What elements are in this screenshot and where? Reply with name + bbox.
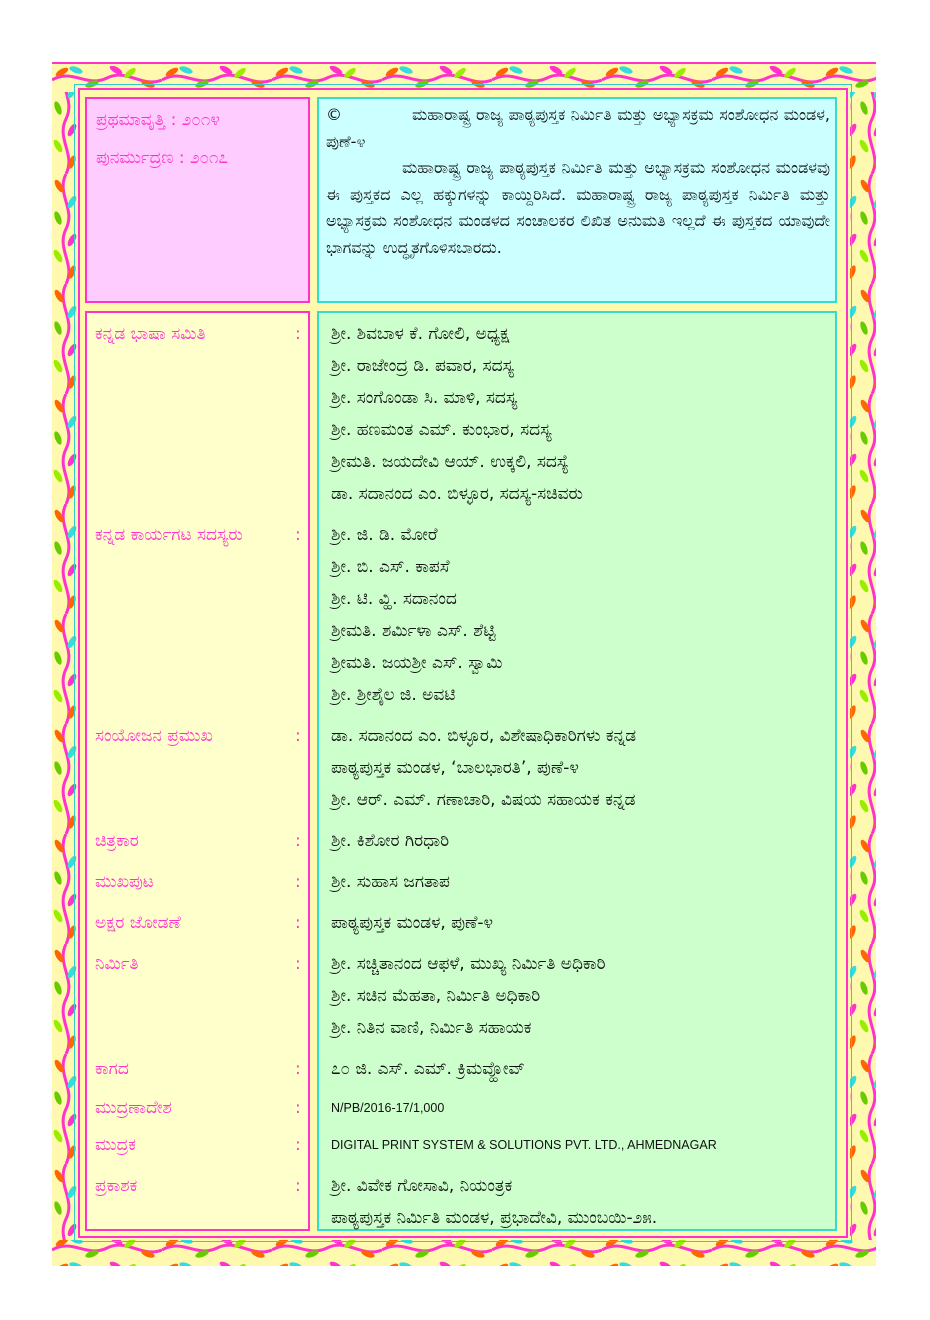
colon-separator: : bbox=[295, 872, 301, 892]
credit-value: ೭೦ ಜಿ. ಎಸ್. ಎಮ್. ಕ್ರಿಮವ್ಹೋವ್ bbox=[331, 1059, 525, 1079]
credit-row bbox=[95, 1129, 835, 1161]
credit-value: ಶ್ರೀ. ಶ್ರೀಶೈಲ ಜಿ. ಅವಟಿ bbox=[331, 685, 456, 705]
credit-value: ಶ್ರೀ. ಟಿ. ವ್ಹಿ. ಸದಾನಂದ bbox=[331, 589, 457, 609]
credit-value: ಶ್ರೀ. ಶಿವಬಾಳ ಕೆ. ಗೋಲಿ, ಅಧ್ಯಕ್ಷ bbox=[331, 324, 510, 344]
credit-row bbox=[95, 1053, 835, 1085]
copyright-symbol: © bbox=[326, 105, 342, 124]
credit-label: ನಿರ್ಮಿತಿ bbox=[95, 954, 139, 974]
credit-row bbox=[95, 907, 835, 939]
credit-value: ಶ್ರೀ. ನಿತಿನ ವಾಣಿ, ನಿರ್ಮಿತಿ ಸಹಾಯಕ bbox=[331, 1018, 532, 1038]
credit-row bbox=[95, 825, 835, 857]
colon-separator: : bbox=[295, 1135, 301, 1155]
colon-separator: : bbox=[295, 1098, 301, 1118]
credit-value: ಶ್ರೀ. ಸಂಗೊಂಡಾ ಸಿ. ಮಾಳಿ, ಸದಸ್ಯ bbox=[331, 388, 518, 408]
credit-value: ಶ್ರೀ. ಸಚಿನ ಮೆಹತಾ, ನಿರ್ಮಿತಿ ಅಧಿಕಾರಿ bbox=[331, 986, 541, 1006]
colon-separator: : bbox=[295, 324, 301, 344]
credit-values bbox=[331, 1129, 835, 1161]
copyright-body: ಮಹಾರಾಷ್ಟ್ರ ರಾಜ್ಯ ಪಾಠ್ಯಪುಸ್ತಕ ನಿರ್ಮಿತಿ ಮತ್ತು ಅಭ್ಯಾಸಕ್ರಮ ಸಂಶೋಧನ ಮಂಡಳವು ಈ ಪುಸ್ತಕದ ಎಲ್ಲ ಹಕ್ಕುಗಳನ್ನು ಕಾಯ್ದಿರಿಸಿದೆ. ಮಹಾರಾಷ್ಟ್ರ ರಾಜ್ಯ ಪಾಠ್ಯಪುಸ್ತಕ ನಿರ್ಮಿತಿ ಮತ್ತು ಅಭ್ಯಾಸಕ್ರಮ ಸಂಶೋಧನ ಮಂಡಳದ ಸಂಚಾಲಕರ ಲಿಖಿತ ಅನುಮತಿ ಇಲ್ಲದೆ ಈ ಪುಸ್ತಕದ ಯಾವುದೇ ಭಾಗವನ್ನು ಉದ್ಧೃತಗೊಳಿಸಬಾರದು. bbox=[326, 158, 830, 257]
colon-separator: : bbox=[295, 525, 301, 545]
credit-value: ಪಾಠ್ಯಪುಸ್ತಕ ಮಂಡಳ, ‘ಬಾಲಭಾರತಿ’, ಪುಣೆ-೪ bbox=[331, 758, 579, 778]
credit-value: N/PB/2016-17/1,000 bbox=[331, 1101, 445, 1115]
credit-label: ಕನ್ನಡ ಭಾಷಾ ಸಮಿತಿ bbox=[95, 324, 206, 344]
credit-label: ಚಿತ್ರಕಾರ bbox=[95, 831, 139, 851]
credit-values bbox=[331, 948, 835, 1044]
credit-values bbox=[331, 318, 835, 510]
credit-label: ಕಾಗದ bbox=[95, 1059, 129, 1079]
copyright-holder: ಮಹಾರಾಷ್ಟ್ರ ರಾಜ್ಯ ಪಾಠ್ಯಪುಸ್ತಕ ನಿರ್ಮಿತಿ ಮತ್ತು ಅಭ್ಯಾಸಕ್ರಮ ಸಂಶೋಧನ ಮಂಡಳ, ಪುಣೆ-೪ bbox=[326, 105, 830, 151]
reprint-edition: ಪುನರ್ಮುದ್ರಣ : ೨೦೧೭ bbox=[96, 148, 229, 168]
credit-label: ಸಂಯೋಜನ ಪ್ರಮುಖ bbox=[95, 726, 213, 746]
credits-list bbox=[95, 318, 835, 1243]
credit-value: ಪಾಠ್ಯಪುಸ್ತಕ ನಿರ್ಮಿತಿ ಮಂಡಳ, ಪ್ರಭಾದೇವಿ, ಮುಂಬಯಿ-೨೫. bbox=[331, 1208, 658, 1228]
credit-values bbox=[331, 1053, 835, 1085]
credit-value: ಶ್ರೀ. ಸಚ್ಚಿತಾನಂದ ಆಫಳೆ, ಮುಖ್ಯ ನಿರ್ಮಿತಿ ಅಧಿಕಾರಿ bbox=[331, 954, 606, 974]
credit-value: ಶ್ರೀ. ಬಿ. ಎಸ್. ಕಾಪಸೆ bbox=[331, 557, 450, 577]
credit-values bbox=[331, 1092, 835, 1124]
credit-value: ಶ್ರೀ. ಸುಹಾಸ ಜಗತಾಪ bbox=[331, 872, 450, 892]
credit-label: ಕನ್ನಡ ಕಾರ್ಯಗಟ ಸದಸ್ಯರು bbox=[95, 525, 243, 545]
colon-separator: : bbox=[295, 1176, 301, 1196]
credit-value: ಡಾ. ಸದಾನಂದ ಎಂ. ಬಿಳ್ಳೂರ, ಸದಸ್ಯ-ಸಚಿವರು bbox=[331, 484, 583, 504]
colon-separator: : bbox=[295, 954, 301, 974]
credit-values bbox=[331, 825, 835, 857]
credit-value: ಶ್ರೀ. ಆರ್. ಎಮ್. ಗಣಾಚಾರಿ, ವಿಷಯ ಸಹಾಯಕ ಕನ್ನಡ bbox=[331, 790, 636, 810]
colon-separator: : bbox=[295, 831, 301, 851]
credit-label: ಮುದ್ರಣಾದೇಶ bbox=[95, 1098, 172, 1118]
credit-value: ಶ್ರೀ. ಕಿಶೋರ ಗಿರಧಾರಿ bbox=[331, 831, 450, 851]
credit-row bbox=[95, 866, 835, 898]
credit-value: DIGITAL PRINT SYSTEM & SOLUTIONS PVT. LTD., AHMEDNAGAR bbox=[331, 1138, 717, 1152]
credit-values bbox=[331, 866, 835, 898]
credit-label: ಅಕ್ಷರ ಜೋಡಣೆ bbox=[95, 913, 181, 933]
credit-value: ಡಾ. ಸದಾನಂದ ಎಂ. ಬಿಳ್ಳೂರ, ವಿಶೇಷಾಧಿಕಾರಿಗಳು ಕನ್ನಡ bbox=[331, 726, 637, 746]
credit-row bbox=[95, 519, 835, 711]
credit-row bbox=[95, 1092, 835, 1124]
credit-value: ಶ್ರೀ. ರಾಜೇಂದ್ರ ಡಿ. ಪವಾರ, ಸದಸ್ಯ bbox=[331, 356, 514, 376]
colon-separator: : bbox=[295, 1059, 301, 1079]
credit-value: ಶ್ರೀ. ವಿವೇಕ ಗೋಸಾವಿ, ನಿಯಂತ್ರಕ bbox=[331, 1176, 513, 1196]
credit-value: ಶ್ರೀಮತಿ. ಶರ್ಮಿಳಾ ಎಸ್. ಶೆಟ್ಟಿ bbox=[331, 621, 496, 641]
copyright-notice bbox=[326, 102, 830, 261]
credit-value: ಶ್ರೀ. ಜಿ. ಡಿ. ಮೋರೆ bbox=[331, 525, 438, 545]
credit-values bbox=[331, 1170, 835, 1234]
credit-label: ಮುದ್ರಕ bbox=[95, 1135, 136, 1155]
credit-row bbox=[95, 318, 835, 510]
first-edition: ಪ್ರಥಮಾವೃತ್ತಿ : ೨೦೧೪ bbox=[96, 110, 220, 130]
credit-value: ಶ್ರೀಮತಿ. ಜಯಶ್ರೀ ಎಸ್. ಸ್ವಾಮಿ bbox=[331, 653, 503, 673]
credit-values bbox=[331, 720, 835, 816]
credit-row bbox=[95, 1170, 835, 1234]
credit-row bbox=[95, 948, 835, 1044]
credit-values bbox=[331, 907, 835, 939]
credit-value: ಶ್ರೀಮತಿ. ಜಯದೇವಿ ಆಯ್. ಉಕ್ಕಲಿ, ಸದಸ್ಯೆ bbox=[331, 452, 569, 472]
credit-values bbox=[331, 519, 835, 711]
colon-separator: : bbox=[295, 913, 301, 933]
credit-value: ಪಾಠ್ಯಪುಸ್ತಕ ಮಂಡಳ, ಪುಣೆ-೪ bbox=[331, 913, 494, 933]
credit-row bbox=[95, 720, 835, 816]
credit-value: ಶ್ರೀ. ಹಣಮಂತ ಎಮ್. ಕುಂಭಾರ, ಸದಸ್ಯ bbox=[331, 420, 552, 440]
colon-separator: : bbox=[295, 726, 301, 746]
credit-label: ಪ್ರಕಾಶಕ bbox=[95, 1176, 138, 1196]
credit-label: ಮುಖಪುಟ bbox=[95, 872, 154, 892]
